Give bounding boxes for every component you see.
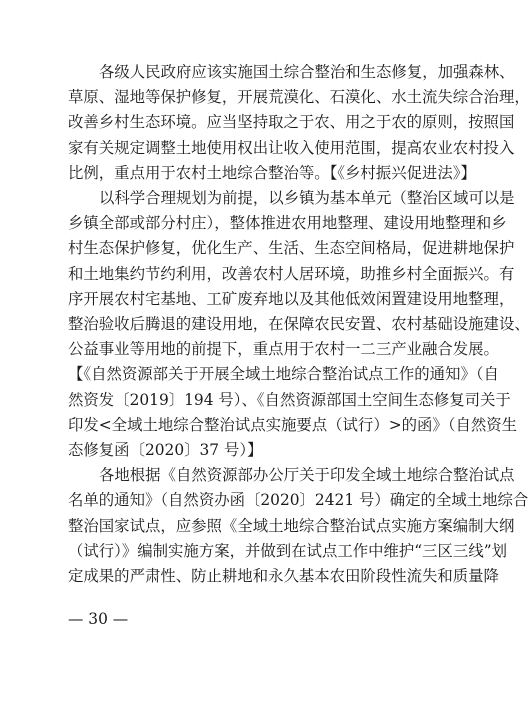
paragraph-3-line-5: 定成果的严肃性、防止耕地和永久基本农田阶段性流失和质量降 [68,567,499,585]
paragraph-3-line-3: 整治国家试点，应参照《全域土地综合整治试点实施方案编制大纲 [68,516,515,535]
paragraph-2-line-6: 整治验收后腾退的建设用地，在保障农民安置、农村基础设施建设、 [68,315,530,333]
paragraph-1-line-5: 比例，重点用于农村土地综合整治等。【《乡村振兴促进法》】 [68,163,476,182]
paragraph-2-line-4: 和土地集约节约利用，改善农村人居环境，助推乡村全面振兴。有 [68,264,515,283]
paragraph-2-line-8: 【《自然资源部关于开展全域土地综合整治试点工作的通知》（自 [68,365,499,384]
paragraph-1-line-3: 改善乡村生态环境。应当坚持取之于农、用之于农的原则，按照国 [68,113,515,132]
paragraph-2-line-3: 村生态保护修复，优化生产、生活、生态空间格局，促进耕地保护 [68,239,515,258]
paragraph-3-line-4: （试行）》编制实施方案，并做到在试点工作中维护“三区三线”划 [68,541,507,560]
paragraph-2-line-1: 以科学合理规划为前提，以乡镇为基本单元（整治区域可以是 [99,189,515,207]
paragraph-3-line-2: 名单的通知》（自然资办函〔2020〕2421 号）确定的全域土地综合 [68,491,529,510]
paragraph-3-line-1: 各地根据《自然资源部办公厅关于印发全域土地综合整治试点 [99,466,515,485]
paragraph-1-line-4: 家有关规定调整土地使用权出让收入使用范围，提高农业农村投入 [68,138,515,157]
paragraph-2-line-5: 序开展农村宅基地、工矿废弃地以及其他低效闲置建设用地整理， [68,289,515,308]
paragraph-2-line-10: 印发<全域土地综合整治试点实施要点（试行）>的函》（自然资生 [68,415,518,434]
paragraph-2-line-9: 然资发〔2019〕194 号）、《自然资源部国土空间生态修复司关于 [68,390,511,409]
paragraph-2-line-11: 态修复函〔2020〕37 号）】 [68,441,263,459]
page-number: — 30 — [68,610,129,628]
paragraph-1-line-1: 各级人民政府应该实施国土综合整治和生态修复，加强森林、 [99,63,515,81]
paragraph-2-line-7: 公益事业等用地的前提下，重点用于农村一二三产业融合发展。 [68,340,499,359]
paragraph-1-line-2: 草原、湿地等保护修复，开展荒漠化、石漠化、水土流失综合治理， [68,88,530,107]
paragraph-2-line-2: 乡镇全部或部分村庄），整体推进农用地整理、建设用地整理和乡 [68,214,507,233]
